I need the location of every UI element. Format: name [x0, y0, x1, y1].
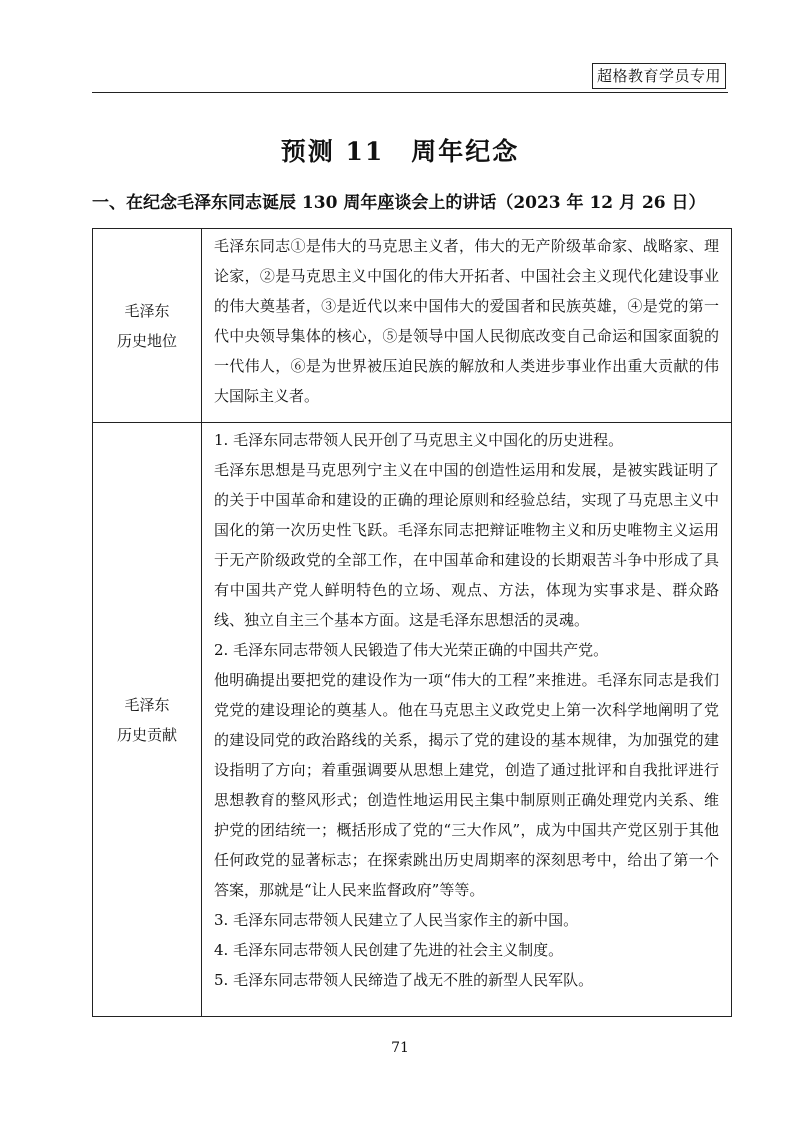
- contribution-point-3: 3. 毛泽东同志带领人民建立了人民当家作主的新中国。: [214, 911, 579, 929]
- contribution-point-5: 5. 毛泽东同志带领人民缔造了战无不胜的新型人民军队。: [214, 971, 594, 989]
- contribution-point-1-detail: 毛泽东思想是马克思列宁主义在中国的创造性运用和发展，是被实践证明了的关于中国革命和建设的正确的理论原则和经验总结，实现了马克思主义中国化的第一次历史性飞跃。毛泽东同志把辩证唯物主义和历史唯物主义运用于无产阶级政党的全部工作，在中国革命和建设的长期艰苦斗争中形成了具有中国共产党人鲜明特色的立场、观点、方法，体现为实事求是、群众路线、独立自主三个基本方面。这是毛泽东思想活的灵魂。: [214, 461, 719, 629]
- contribution-point-4: 4. 毛泽东同志带领人民创建了先进的社会主义制度。: [214, 941, 564, 959]
- row-label-line: 毛泽东: [124, 695, 170, 714]
- content-table: [92, 228, 732, 1017]
- contribution-point-1: 1. 毛泽东同志带领人民开创了马克思主义中国化的历史进程。: [214, 431, 624, 449]
- row-content: [202, 229, 732, 423]
- row-label-line: 毛泽东: [124, 301, 170, 320]
- row-label-line: 历史贡献: [116, 725, 177, 744]
- table-row: [93, 229, 732, 423]
- page-number: 71: [391, 1040, 409, 1056]
- row-content: [202, 423, 732, 1017]
- historical-status-paragraph: 毛泽东同志①是伟大的马克思主义者，伟大的无产阶级革命家、战略家、理论家，②是马克思主义中国化的伟大开拓者、中国社会主义现代化建设事业的伟大奠基者，③是近代以来中国伟大的爱国者和民族英雄，④是党的第一代中央领导集体的核心，⑤是领导中国人民彻底改变自己命运和国家面貌的一代伟人，⑥是为世界被压迫民族的解放和人类进步事业作出重大贡献的伟大国际主义者。: [214, 237, 719, 405]
- row-label-line: 历史地位: [116, 331, 177, 350]
- row-label: [93, 423, 202, 1017]
- contribution-point-2-detail: 他明确提出要把党的建设作为一项“伟大的工程”来推进。毛泽东同志是我们党党的建设理论的奠基人。他在马克思主义政党史上第一次科学地阐明了党的建设同党的政治路线的关系，揭示了党的建设的基本规律，为加强党的建设指明了方向；着重强调要从思想上建党，创造了通过批评和自我批评进行思想教育的整风形式；创造性地运用民主集中制原则正确处理党内关系、维护党的团结统一；概括形成了党的“三大作风”，成为中国共产党区别于其他任何政党的显著标志；在探索跳出历史周期率的深刻思考中，给出了第一个答案，那就是“让人民来监督政府”等等。: [214, 671, 719, 899]
- table-row: [93, 423, 732, 1017]
- contribution-point-2: 2. 毛泽东同志带领人民锻造了伟大光荣正确的中国共产党。: [214, 641, 609, 659]
- page-title: 预测 11 周年纪念: [280, 137, 520, 166]
- header-rule: [92, 92, 728, 93]
- section-heading: 一、在纪念毛泽东同志诞辰 130 周年座谈会上的讲话（2023 年 12 月 26 日）: [92, 193, 706, 213]
- row-label: [93, 229, 202, 423]
- exclusive-badge: 超格教育学员专用: [592, 63, 726, 89]
